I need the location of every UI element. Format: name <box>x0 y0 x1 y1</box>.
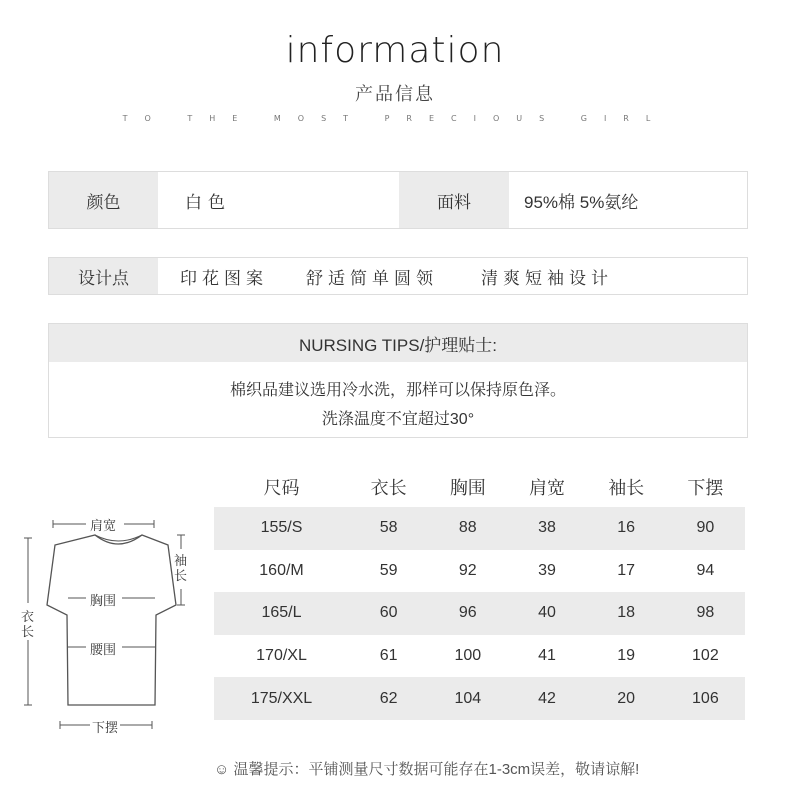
design-point-3: 清爽短袖设计 <box>481 268 613 288</box>
table-cell: 16 <box>587 507 666 550</box>
table-cell: 58 <box>349 507 428 550</box>
diagram-label-waist: 腰围 <box>90 642 117 657</box>
table-cell: 90 <box>666 507 745 550</box>
spec-row-color-fabric <box>48 171 748 229</box>
table-cell: 61 <box>379 647 398 665</box>
table-row <box>214 677 745 720</box>
header-sleeve: 袖长 <box>608 478 645 498</box>
table-cell: 41 <box>538 647 556 665</box>
page-title: information <box>285 30 505 71</box>
table-cell: 165/L <box>214 592 349 635</box>
care-line-1: 棉织品建议选用冷水洗，那样可以保持原色泽。 <box>229 382 566 399</box>
table-cell: 39 <box>538 561 556 579</box>
table-cell: 59 <box>379 561 398 579</box>
header-hem: 下摆 <box>687 478 724 498</box>
fabric-label: 面料 <box>399 172 509 228</box>
table-cell: 175/XXL <box>214 677 349 720</box>
header-length: 衣长 <box>370 478 407 498</box>
diagram-label-shoulder: 肩宽 <box>90 518 117 533</box>
header-chest: 胸围 <box>449 478 486 498</box>
table-cell: 100 <box>454 647 482 665</box>
design-point-1: 印花图案 <box>180 268 268 288</box>
size-table <box>214 467 745 720</box>
footer-text: 温馨提示：平铺测量尺寸数据可能存在1-3cm误差，敬请谅解! <box>233 761 640 778</box>
table-cell: 20 <box>587 677 666 720</box>
table-cell: 170/XL <box>256 647 307 665</box>
table-row <box>214 592 745 635</box>
care-heading: NURSING TIPS/护理贴士: <box>298 335 498 355</box>
spec-row-design <box>48 257 748 295</box>
size-table-header <box>214 467 745 507</box>
design-label: 设计点 <box>49 258 158 294</box>
table-cell: 160/M <box>259 561 304 579</box>
fabric-value: 95%棉 5%氨纶 <box>524 192 639 212</box>
diagram-label-sleeve: 袖长 <box>174 553 188 583</box>
header-size: 尺码 <box>263 478 300 498</box>
table-cell: 38 <box>507 507 586 550</box>
color-value: 白色 <box>185 192 231 212</box>
table-cell: 18 <box>587 592 666 635</box>
color-label: 颜色 <box>49 172 158 228</box>
footer-note <box>214 758 774 779</box>
diagram-label-length: 衣长 <box>21 609 35 639</box>
page-subtitle: 产品信息 <box>355 84 435 104</box>
table-cell: 17 <box>617 561 636 579</box>
garment-diagram <box>18 505 213 745</box>
table-cell: 42 <box>507 677 586 720</box>
table-row <box>214 507 745 550</box>
diagram-label-chest: 胸围 <box>90 593 117 608</box>
tshirt-outline-icon <box>18 505 213 745</box>
design-point-2: 舒适简单圆领 <box>306 268 438 288</box>
smiley-icon: ☺ <box>214 761 230 778</box>
tagline: TO THE MOST PRECIOUS GIRL <box>122 114 668 123</box>
care-tips <box>48 323 748 438</box>
header-shoulder: 肩宽 <box>529 478 565 498</box>
table-cell: 94 <box>696 561 715 579</box>
table-cell: 62 <box>349 677 428 720</box>
care-body <box>49 376 747 434</box>
table-cell: 155/S <box>214 507 349 550</box>
table-cell: 98 <box>666 592 745 635</box>
table-cell: 104 <box>428 677 507 720</box>
table-cell: 102 <box>692 647 719 665</box>
diagram-label-hem: 下摆 <box>92 720 119 735</box>
table-row <box>214 550 745 593</box>
care-heading-bar <box>49 324 747 362</box>
care-line-2: 洗涤温度不宜超过30° <box>321 411 475 428</box>
table-cell: 96 <box>428 592 507 635</box>
table-cell: 88 <box>428 507 507 550</box>
table-cell: 40 <box>507 592 586 635</box>
table-cell: 92 <box>458 561 477 579</box>
table-cell: 19 <box>617 647 636 665</box>
table-row <box>214 635 745 678</box>
table-cell: 60 <box>349 592 428 635</box>
table-cell: 106 <box>666 677 745 720</box>
